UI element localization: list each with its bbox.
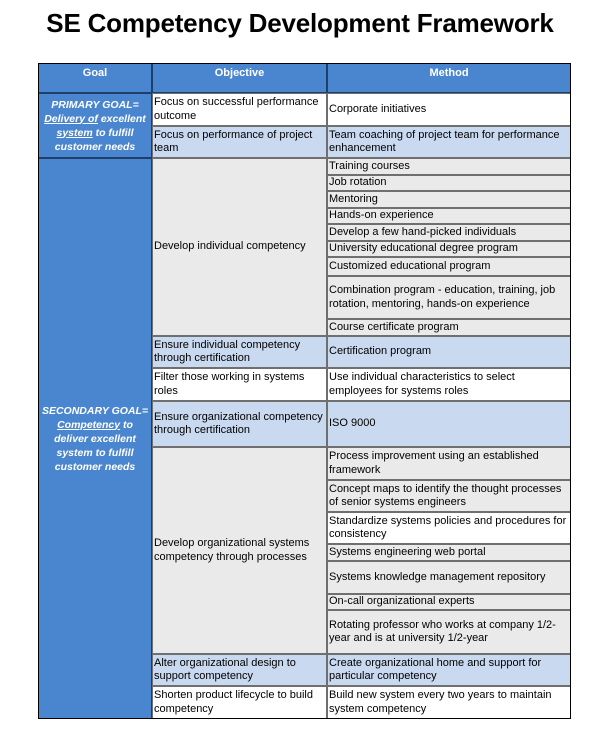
primary-goal: PRIMARY GOAL= Delivery of excellent system to fulfill customer needs	[38, 93, 152, 158]
objective-cell: Alter organizational design to support competency	[152, 654, 327, 686]
method-cell: Create organizational home and support for particular competency	[327, 654, 571, 686]
method-cell: Rotating professor who works at company 1/2-year and is at university 1/2-year	[327, 610, 571, 654]
method-cell: Customized educational program	[327, 257, 571, 276]
objective-cell: Filter those working in systems roles	[152, 368, 327, 401]
framework-table	[38, 63, 571, 719]
header-method: Method	[327, 63, 571, 93]
method-cell: Mentoring	[327, 191, 571, 208]
method-cell: Hands-on experience	[327, 208, 571, 224]
method-cell: On-call organizational experts	[327, 594, 571, 610]
method-cell: University educational degree program	[327, 241, 571, 257]
objective-cell: Develop individual competency	[152, 158, 327, 336]
objective-cell: Focus on successful performance outcome	[152, 93, 327, 126]
method-cell: Training courses	[327, 158, 571, 175]
page-title: SE Competency Development Framework	[46, 8, 554, 38]
method-cell: Combination program - education, training, job rotation, mentoring, hands-on experience	[327, 276, 571, 319]
method-cell: Process improvement using an established framework	[327, 447, 571, 480]
header-objective: Objective	[152, 63, 327, 93]
objective-cell: Develop organizational systems competency through processes	[152, 447, 327, 654]
method-cell: Systems engineering web portal	[327, 544, 571, 561]
objective-cell: Focus on performance of project team	[152, 126, 327, 158]
method-cell: Corporate initiatives	[327, 93, 571, 126]
method-cell: Concept maps to identify the thought processes of senior systems engineers	[327, 480, 571, 512]
secondary-goal: SECONDARY GOAL= Competency to deliver excellent system to fulfill customer needs	[38, 158, 152, 719]
method-cell: Team coaching of project team for performance enhancement	[327, 126, 571, 158]
objective-cell: Shorten product lifecycle to build competency	[152, 686, 327, 719]
header-goal: Goal	[38, 63, 152, 93]
method-cell: Build new system every two years to maintain system competency	[327, 686, 571, 719]
method-cell: Certification program	[327, 336, 571, 368]
method-cell: Job rotation	[327, 175, 571, 191]
method-cell: Systems knowledge management repository	[327, 561, 571, 594]
objective-cell: Ensure individual competency through certification	[152, 336, 327, 368]
method-cell: ISO 9000	[327, 401, 571, 447]
method-cell: Develop a few hand-picked individuals	[327, 224, 571, 241]
method-cell: Standardize systems policies and procedures for consistency	[327, 512, 571, 544]
objective-cell: Ensure organizational competency through certification	[152, 401, 327, 447]
method-cell: Course certificate program	[327, 319, 571, 336]
method-cell: Use individual characteristics to select employees for systems roles	[327, 368, 571, 401]
